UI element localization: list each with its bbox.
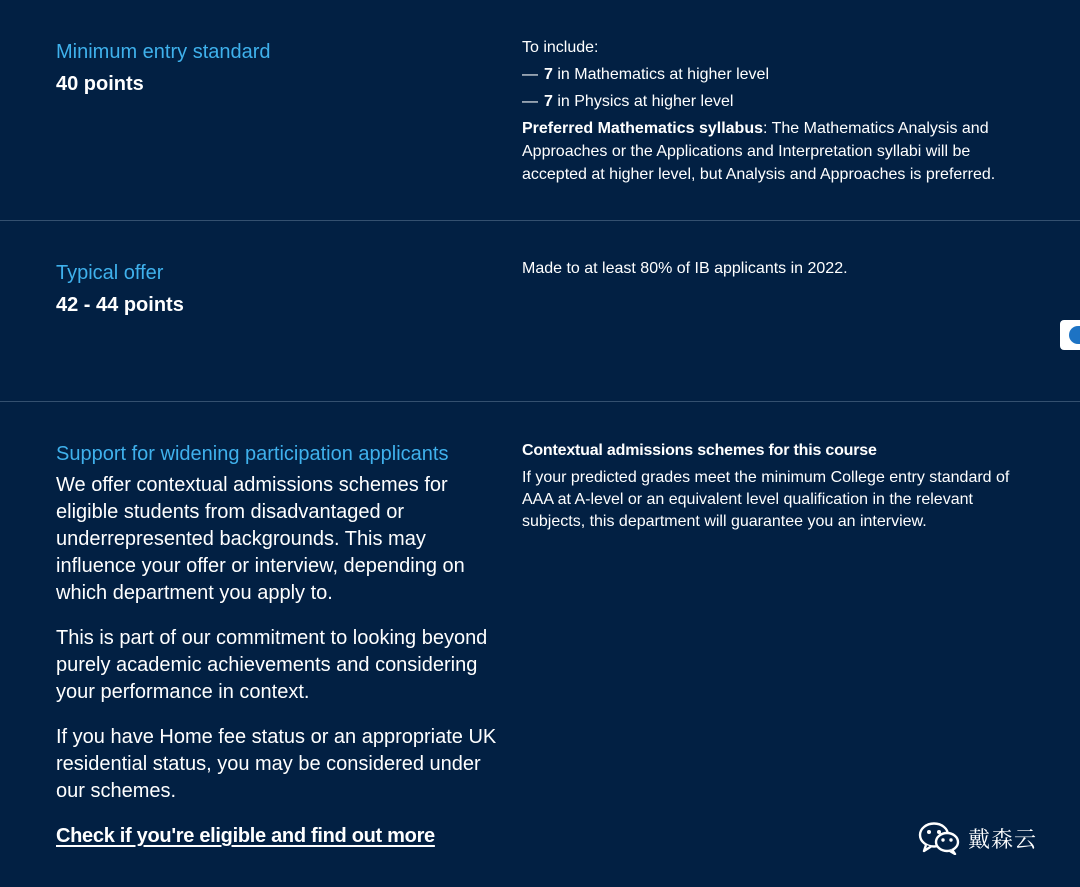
contextual-admissions-title: Contextual admissions schemes for this course [522,442,877,459]
wechat-icon [918,821,960,855]
requirement-text: in Physics at higher level [552,93,734,110]
check-eligibility-link[interactable]: Check if you're eligible and find out more [56,825,435,847]
feedback-icon [1069,326,1080,344]
minimum-entry-details [522,36,1022,186]
minimum-entry-section [0,0,1080,221]
typical-offer-section [0,221,1080,402]
minimum-entry-title: Minimum entry standard [56,41,271,63]
to-include-label: To include: [522,39,599,56]
syllabus-note [522,117,1012,186]
minimum-entry-value: 40 points [56,73,144,95]
dash-marker: — [522,93,538,110]
widening-paragraph: This is part of our commitment to looking beyond purely academic achievements and considering your performance in context. [56,627,488,703]
side-feedback-tab[interactable] [1060,320,1080,350]
requirement-grade: 7 [544,66,553,83]
typical-offer-title: Typical offer [56,262,164,284]
requirement-item [522,90,1022,113]
minimum-entry-summary [56,40,506,96]
dash-marker: — [522,66,538,83]
widening-paragraph: We offer contextual admissions schemes for eligible students from disadvantaged or underrepresented backgrounds. This may influence your offer or interview, depending on which department you apply to. [56,474,465,604]
syllabus-text: : The Mathematics Analysis and Approaches or the Applications and Interpretation syllabi will be accepted at higher level, but Analysis and Approaches is preferred. [522,120,996,183]
requirement-item [522,63,1022,86]
contextual-admissions-details [522,439,1022,533]
typical-offer-value: 42 - 44 points [56,294,184,316]
requirement-grade: 7 [544,93,553,110]
widening-participation-title: Support for widening participation applicants [56,443,449,465]
requirement-text: in Mathematics at higher level [552,66,770,83]
typical-offer-note: Made to at least 80% of IB applicants in 2022. [522,260,848,277]
watermark [918,820,1037,856]
watermark-text: 戴森云 [968,827,1038,853]
widening-paragraph: If you have Home fee status or an appropriate UK residential status, you may be considered under our schemes. [56,726,497,802]
typical-offer-details [522,257,1022,280]
contextual-admissions-text: If your predicted grades meet the minimum College entry standard of AAA at A-level or an equivalent level qualification in the relevant subjects, this department will guarantee you an interview. [522,469,1010,530]
widening-participation-summary [56,442,506,848]
widening-participation-section [0,402,1080,887]
syllabus-label: Preferred Mathematics syllabus [522,120,763,137]
typical-offer-summary [56,261,506,317]
